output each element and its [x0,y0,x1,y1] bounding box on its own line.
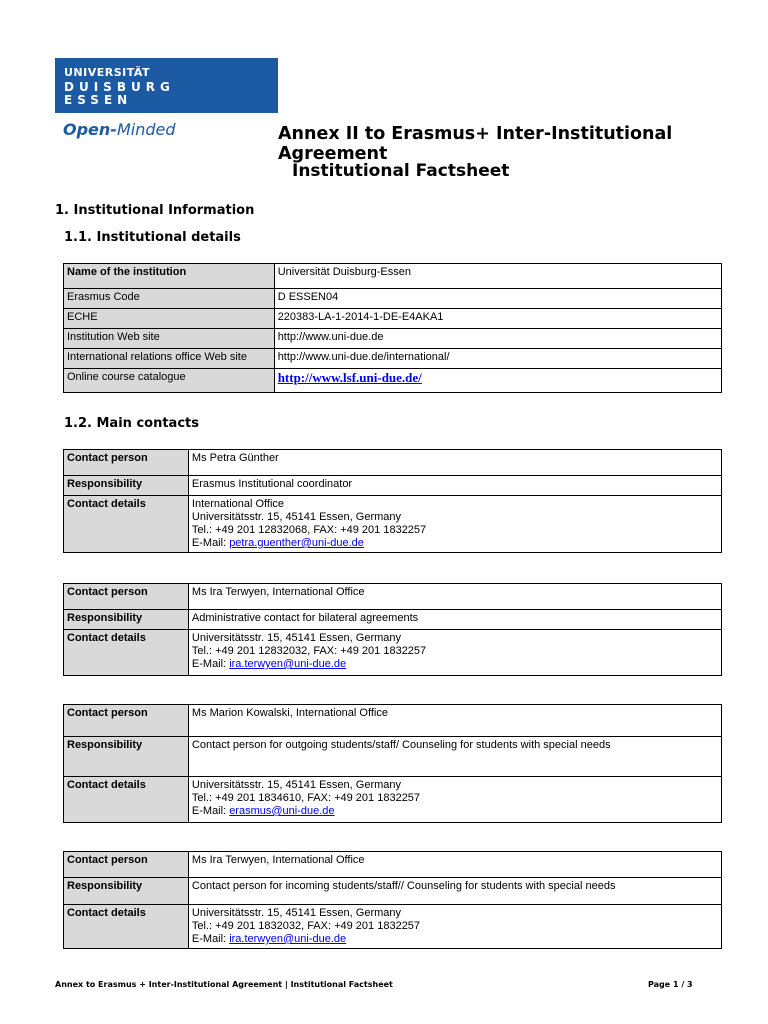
contact-details-label: Contact details [64,496,189,553]
detail-value: D ESSEN04 [274,289,721,309]
responsibility-label: Responsibility [64,610,189,630]
contact-table [63,851,722,949]
responsibility-value: Erasmus Institutional coordinator [188,476,721,496]
responsibility-value: Contact person for outgoing students/staff/ Counseling for students with special needs [188,737,721,777]
detail-value: http://www.uni-due.de [274,329,721,349]
detail-label: Erasmus Code [64,289,275,309]
contact-person-value: Ms Petra Günther [188,450,721,476]
contact-line: Universitätsstr. 15, 45141 Essen, Germany [191,632,402,644]
contact-details-label: Contact details [64,630,189,676]
email-line: E-Mail: ira.terwyen@uni-due.de [191,933,347,945]
email-link[interactable]: ira.terwyen@uni-due.de [229,658,347,670]
detail-value: http://www.uni-due.de/international/ [274,349,721,369]
institutional-details-table [63,263,722,393]
email-link[interactable]: petra.guenther@uni-due.de [229,537,364,549]
logo-line-3: ESSEN [64,93,133,107]
detail-label: Online course catalogue [64,369,275,393]
detail-value: Universität Duisburg-Essen [274,264,721,289]
email-link[interactable]: erasmus@uni-due.de [229,805,335,817]
responsibility-value: Contact person for incoming students/staff// Counseling for students with special needs [188,878,721,905]
contact-line: Tel.: +49 201 1834610, FAX: +49 201 1832257 [191,792,421,804]
logo-line-1: UNIVERSITÄT [64,66,151,79]
contact-person-label: Contact person [64,450,189,476]
contact-person-label: Contact person [64,852,189,878]
contact-details-value [188,777,721,823]
contact-line: International Office [191,498,285,510]
document-title: Annex II to Erasmus+ Inter-Institutional Agreement [278,124,673,164]
contact-details-label: Contact details [64,905,189,949]
logo-line-2: DUISBURG [64,80,175,94]
contact-details-label: Contact details [64,777,189,823]
email-line: E-Mail: ira.terwyen@uni-due.de [191,658,347,670]
contact-details-value [188,630,721,676]
contact-line: Universitätsstr. 15, 45141 Essen, Germany [191,779,402,791]
responsibility-value: Administrative contact for bilateral agreements [188,610,721,630]
detail-label: Name of the institution [64,264,275,289]
course-catalogue-link[interactable]: http://www.lsf.uni-due.de/ [277,370,422,385]
detail-label: International relations office Web site [64,349,275,369]
contact-table [63,583,722,676]
detail-value [274,369,721,393]
subsection-heading-contacts: 1.2. Main contacts [64,416,199,431]
subsection-heading-details: 1.1. Institutional details [64,230,241,245]
contact-line: Universitätsstr. 15, 45141 Essen, Germany [191,907,402,919]
email-line: E-Mail: petra.guenther@uni-due.de [191,537,364,549]
email-line: E-Mail: erasmus@uni-due.de [191,805,335,817]
responsibility-label: Responsibility [64,878,189,905]
contact-person-label: Contact person [64,705,189,737]
footer-page-number: Page 1 / 3 [648,980,693,989]
section-heading: 1. Institutional Information [55,203,255,218]
contact-line: Tel.: +49 201 1832032, FAX: +49 201 1832257 [191,920,421,932]
contact-details-value [188,496,721,553]
contact-person-value: Ms Marion Kowalski, International Office [188,705,721,737]
contact-table [63,449,722,553]
contact-line: Tel.: +49 201 12832032, FAX: +49 201 1832257 [191,645,427,657]
detail-label: Institution Web site [64,329,275,349]
contact-details-value [188,905,721,949]
contact-person-value: Ms Ira Terwyen, International Office [188,584,721,610]
detail-value: 220383-LA-1-2014-1-DE-E4AKA1 [274,309,721,329]
detail-label: ECHE [64,309,275,329]
university-logo [55,58,278,113]
contact-person-label: Contact person [64,584,189,610]
contact-line: Tel.: +49 201 12832068, FAX: +49 201 1832257 [191,524,427,536]
email-link[interactable]: ira.terwyen@uni-due.de [229,933,347,945]
contact-table [63,704,722,823]
contact-line: Universitätsstr. 15, 45141 Essen, Germany [191,511,402,523]
logo-tagline: Open-Minded [63,120,176,139]
document-subtitle: Institutional Factsheet [292,161,510,181]
contact-person-value: Ms Ira Terwyen, International Office [188,852,721,878]
footer-title: Annex to Erasmus + Inter-Institutional Agreement | Institutional Factsheet [55,980,393,989]
responsibility-label: Responsibility [64,476,189,496]
responsibility-label: Responsibility [64,737,189,777]
